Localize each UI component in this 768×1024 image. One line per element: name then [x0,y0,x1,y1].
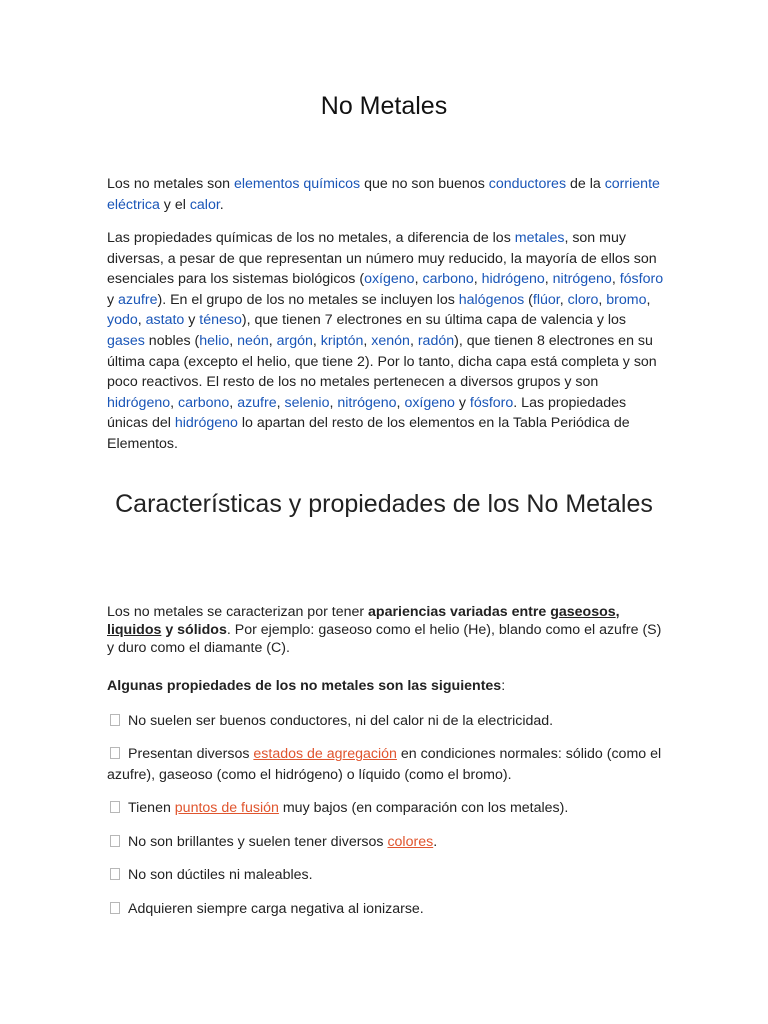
text: Presentan diversos [128,746,254,762]
link-argon[interactable]: argón [276,332,313,349]
text: , [329,394,338,411]
properties-paragraph [107,228,667,455]
text: . [219,196,224,213]
text: y [184,312,200,329]
bold-text: , [615,604,620,620]
link-astato[interactable]: astato [145,312,185,329]
text: y [107,291,119,308]
link-metales[interactable]: metales [514,230,565,246]
link-carbono[interactable]: carbono [422,271,474,288]
link-fosforo[interactable]: fósforo [469,394,514,411]
link-hidrogeno[interactable]: hidrógeno [481,271,545,288]
bullet-box-icon [110,835,120,847]
link-gaseosos[interactable]: gaseosos [550,604,616,620]
list-item [107,832,667,853]
link-azufre[interactable]: azufre [118,291,158,308]
text: , [276,394,285,411]
text: . Las propiedades únicas del [107,394,627,432]
text: muy bajos (en comparación con los metales). [278,800,569,816]
link-nitrogeno[interactable]: nitrógeno [337,394,397,411]
link-colores[interactable]: colores [387,834,434,850]
text: , [611,271,620,288]
link-carbono[interactable]: carbono [178,394,230,411]
link-cloro[interactable]: cloro [567,291,599,308]
link-kripton[interactable]: kriptón [320,332,364,349]
link-teneso[interactable]: téneso [199,312,242,329]
link-fluor[interactable]: flúor [532,291,560,308]
bullet-box-icon [110,747,120,759]
link-liquidos[interactable]: liquidos [107,622,162,638]
text: , [409,332,418,349]
text: , [544,271,553,288]
text: , [473,271,482,288]
list-item [107,865,667,886]
link-yodo[interactable]: yodo [107,312,138,329]
bold-text: apariencias variadas entre [368,604,551,620]
link-nitrogeno[interactable]: nitrógeno [552,271,612,288]
text: No suelen ser buenos conductores, ni del calor ni de la electricidad. [128,713,554,729]
bullet-box-icon [110,902,120,914]
text: ), que tienen 8 electrones en su última capa (excepto el helio, que tiene 2). Por lo tanto, dicha capa está completa y son poco reactivos. El resto de los no metales pertenecen a diversos grupos y son [107,332,657,391]
list-intro [107,676,667,697]
link-corriente-electrica[interactable]: corriente eléctrica [107,176,660,213]
text: . [433,834,438,850]
text: que no son buenos [360,176,489,192]
list-item [107,798,667,819]
text: ), que tienen 7 electrones en su última capa de valencia y los [241,312,626,329]
text: y el [159,196,190,213]
link-azufre[interactable]: azufre [237,394,277,411]
link-fosforo[interactable]: fósforo [619,271,664,288]
text: , [229,332,238,349]
link-gases[interactable]: gases [107,332,145,349]
text: , [229,394,238,411]
text: Los no metales son [107,176,234,192]
text: ( [524,291,533,308]
bullet-box-icon [110,868,120,880]
link-helio[interactable]: helio [199,332,230,349]
link-calor[interactable]: calor [189,196,220,213]
bold-text: Algunas propiedades de los no metales son las siguientes [107,678,502,694]
text: Los no metales se caracterizan por tener [107,604,369,620]
link-oxigeno[interactable]: oxígeno [364,271,415,288]
text: , [559,291,568,308]
link-selenio[interactable]: selenio [284,394,330,411]
text: , [137,312,146,329]
text: . Por ejemplo: gaseoso como el helio (He), blando como el azufre (S) y duro como el diamante (C). [107,622,662,656]
text: , [414,271,423,288]
text: , [363,332,372,349]
text: , [170,394,179,411]
link-elementos-quimicos[interactable]: elementos químicos [233,176,361,192]
bold-text: y [161,622,178,638]
text: , [646,291,651,308]
link-neon[interactable]: neón [237,332,269,349]
link-puntos-de-fusion[interactable]: puntos de fusión [174,800,279,816]
text: y [454,394,470,411]
text: Las propiedades químicas de los no metales, a diferencia de los [107,230,515,246]
link-halogenos[interactable]: halógenos [458,291,525,308]
bullet-box-icon [110,801,120,813]
section-heading: Características y propiedades de los No Metales [115,490,653,518]
text: : [501,678,506,694]
text: No son brillantes y suelen tener diversos [128,834,388,850]
link-bromo[interactable]: bromo [606,291,647,308]
intro-paragraph [107,174,667,215]
list-item [107,899,667,920]
text: ). En el grupo de los no metales se incluyen los [157,291,459,308]
text: , [396,394,405,411]
list-item [107,711,667,732]
appearance-paragraph [107,603,667,657]
link-oxigeno[interactable]: oxígeno [404,394,455,411]
text: Adquieren siempre carga negativa al ionizarse. [128,901,424,917]
text: Tienen [128,800,175,816]
text: en condiciones normales: sólido (como el azufre), gaseoso (como el hidrógeno) o líquido (como el bromo). [107,746,662,783]
text: , [598,291,607,308]
text: nobles ( [144,332,200,349]
link-hidrogeno[interactable]: hidrógeno [174,415,238,432]
page-title: No Metales [320,92,448,120]
bullet-box-icon [110,714,120,726]
link-radon[interactable]: radón [417,332,455,349]
text: lo apartan del resto de los elementos en la Tabla Periódica de Elementos. [107,415,630,452]
bold-text: sólidos [177,622,227,638]
text: , [312,332,321,349]
text: No son dúctiles ni maleables. [128,867,313,883]
link-conductores[interactable]: conductores [488,176,567,192]
text: , son muy diversas, a pesar de que representan un número muy reducido, la mayoría de ellos son esenciales para los sistemas biológicos ( [107,230,657,288]
link-estados-de-agregacion[interactable]: estados de agregación [253,746,397,762]
list-item [107,744,667,785]
link-xenon[interactable]: xenón [371,332,410,349]
text: , [268,332,277,349]
text: de la [566,176,605,192]
link-hidrogeno[interactable]: hidrógeno [107,394,171,411]
